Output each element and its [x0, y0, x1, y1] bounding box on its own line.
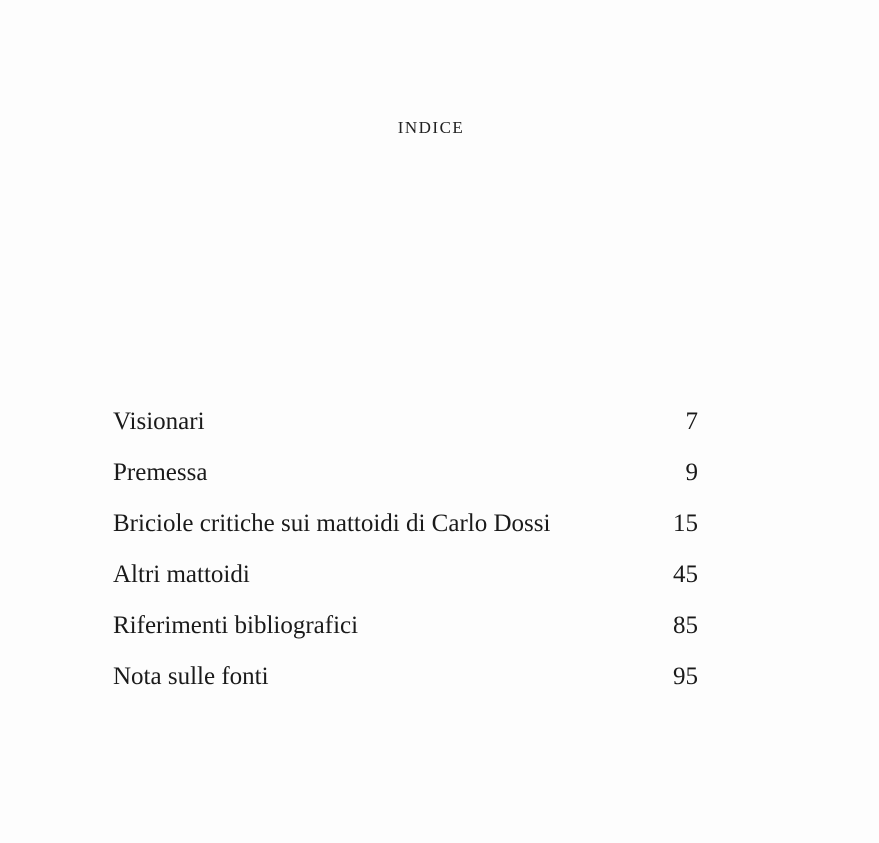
- toc-entry-page: 15: [673, 510, 698, 537]
- toc-entry-title: Briciole critiche sui mattoidi di Carlo Dossi: [113, 510, 551, 537]
- toc-entry-title: Nota sulle fonti: [113, 663, 269, 690]
- toc-entry-title: Riferimenti bibliografici: [113, 612, 359, 639]
- toc-entry-premessa: [113, 455, 698, 506]
- toc-entry-briciole-critiche: [113, 506, 698, 557]
- toc-entry-page: 7: [685, 408, 698, 435]
- toc-entry-altri-mattoidi: [113, 557, 698, 608]
- toc-entry-page: 85: [673, 612, 698, 639]
- toc-entry-nota-sulle-fonti: [113, 659, 698, 710]
- page-title: INDICE: [397, 118, 465, 137]
- table-of-contents: [113, 404, 698, 710]
- toc-entry-page: 95: [673, 663, 698, 690]
- toc-entry-page: 45: [673, 561, 698, 588]
- toc-entry-title: Altri mattoidi: [113, 561, 250, 588]
- toc-entry-title: Premessa: [113, 459, 208, 486]
- toc-entry-visionari: [113, 404, 698, 455]
- toc-entry-riferimenti-bibliografici: [113, 608, 698, 659]
- toc-entry-page: 9: [685, 459, 698, 486]
- toc-entry-title: Visionari: [113, 408, 205, 435]
